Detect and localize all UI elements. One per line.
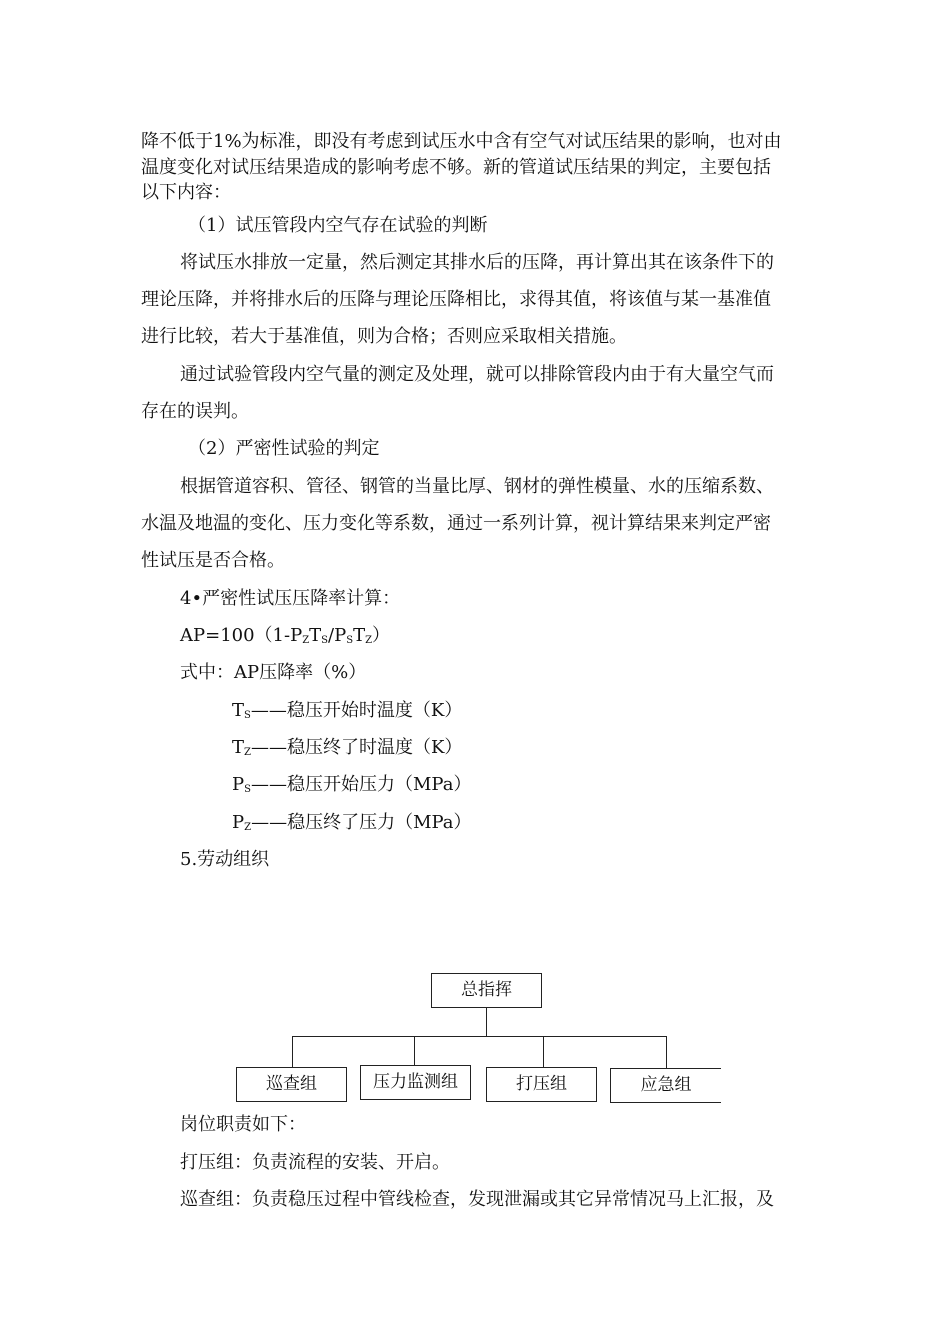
paragraph-line: 巡查组：负责稳压过程中管线检查，发现泄漏或其它异常情况马上汇报，及 <box>180 1189 774 1210</box>
paragraph-line: 存在的误判。 <box>141 401 249 422</box>
paragraph-line: 以下内容： <box>141 182 231 203</box>
paragraph-line: 性试压是否合格。 <box>141 550 285 571</box>
variable-definition: $P_Z——$稳压终了压力（MPa） <box>232 812 472 833</box>
connector-line <box>292 1036 293 1067</box>
variable-definition: $T_S——$稳压开始时温度（K） <box>232 700 463 721</box>
paragraph-line: 进行比较，若大于基准值，则为合格；否则应采取相关措施。 <box>141 326 627 347</box>
connector-line <box>543 1036 544 1067</box>
paragraph-line: 将试压水排放一定量，然后测定其排水后的压降，再计算出其在该条件下的 <box>180 252 774 273</box>
formula: $AP=100(1-P_ZT_S/P_ST_Z)$ <box>180 625 391 646</box>
paragraph-line: 岗位职责如下： <box>180 1114 306 1135</box>
section-heading: 4•严密性试压压降率计算： <box>180 588 401 609</box>
connector-line <box>486 1008 487 1036</box>
section-heading: （2）严密性试验的判定 <box>188 438 380 459</box>
connector-line <box>292 1036 667 1037</box>
connector-line <box>666 1036 667 1068</box>
section-heading: 5.劳动组织 <box>180 849 270 870</box>
variable-definition: $T_Z——$稳压终了时温度（K） <box>232 737 463 758</box>
org-root-box: 总指挥 <box>431 973 542 1008</box>
org-child-box: 打压组 <box>486 1067 597 1102</box>
paragraph-line: 根据管道容积、管径、钢管的当量比厚、钢材的弹性模量、水的压缩系数、 <box>180 476 774 497</box>
paragraph-line: 降不低于1%为标准，即没有考虑到试压水中含有空气对试压结果的影响，也对由 <box>141 131 782 152</box>
paragraph-line: 温度变化对试压结果造成的影响考虑不够。新的管道试压结果的判定，主要包括 <box>141 157 771 178</box>
section-heading: （1）试压管段内空气存在试验的判断 <box>188 215 488 236</box>
org-child-box: 应急组 <box>610 1068 721 1103</box>
connector-line <box>414 1036 415 1065</box>
org-child-box: 巡查组 <box>236 1067 347 1102</box>
variable-definition: $P_S——$稳压开始压力（MPa） <box>232 774 472 795</box>
paragraph-line: 通过试验管段内空气量的测定及处理，就可以排除管段内由于有大量空气而 <box>180 364 774 385</box>
org-child-box: 压力监测组 <box>360 1065 471 1100</box>
paragraph-line: 理论压降，并将排水后的压降与理论压降相比，求得其值，将该值与某一基准值 <box>141 289 771 310</box>
paragraph-line: 水温及地温的变化、压力变化等系数，通过一系列计算，视计算结果来判定严密 <box>141 513 771 534</box>
paragraph-line: 打压组：负责流程的安装、开启。 <box>180 1152 450 1173</box>
formula-where: 式中：AP压降率（%） <box>180 662 367 683</box>
